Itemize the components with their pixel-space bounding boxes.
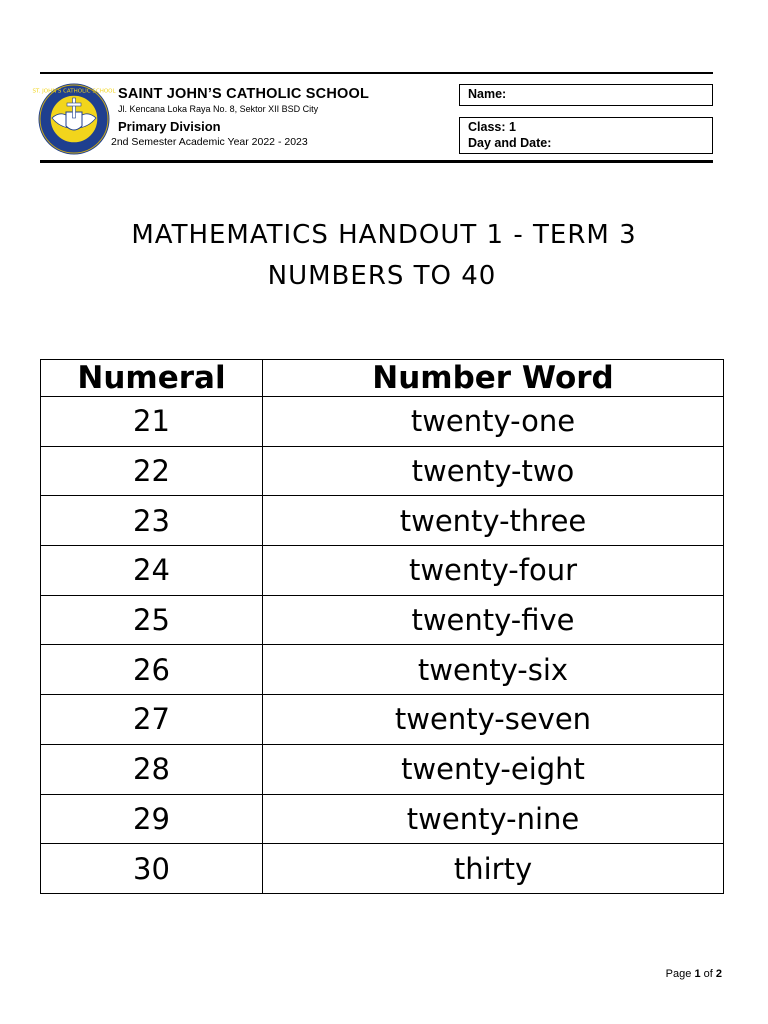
header-bottom-rule [40, 160, 713, 163]
table-header-row [41, 360, 724, 397]
logo-cross-vertical [73, 98, 76, 118]
number-word-cell: twenty-six [263, 645, 724, 695]
school-division: Primary Division [118, 119, 221, 134]
page-of: of [703, 968, 713, 980]
numeral-cell: 27 [41, 695, 263, 745]
number-word-cell: twenty-five [263, 595, 724, 645]
handout-title: MATHEMATICS HANDOUT 1 - TERM 3 [131, 220, 637, 250]
school-name: SAINT JOHN’S CATHOLIC SCHOOL [118, 86, 370, 102]
numeral-cell: 21 [41, 397, 263, 447]
numeral-cell: 24 [41, 546, 263, 596]
numeral-cell: 22 [41, 446, 263, 496]
date-label: Day and Date: [468, 136, 552, 150]
name-label: Name: [468, 87, 507, 101]
numeral-cell: 23 [41, 496, 263, 546]
numeral-cell: 28 [41, 744, 263, 794]
number-word-cell: twenty-nine [263, 794, 724, 844]
numeral-column-header: Numeral [41, 360, 263, 397]
number-word-cell: twenty-four [263, 546, 724, 596]
number-word-cell: thirty [263, 844, 724, 894]
table-row [41, 446, 724, 496]
page-number [666, 968, 722, 980]
numeral-cell: 25 [41, 595, 263, 645]
table-row [41, 595, 724, 645]
number-word-cell: twenty-eight [263, 744, 724, 794]
page-current: 1 [694, 968, 701, 980]
numeral-cell: 26 [41, 645, 263, 695]
handout-subtitle: NUMBERS TO 40 [267, 261, 497, 291]
table-row [41, 546, 724, 596]
table-row [41, 695, 724, 745]
table-row [41, 744, 724, 794]
school-logo [32, 82, 116, 156]
number-word-cell: twenty-two [263, 446, 724, 496]
header-top-rule [40, 72, 713, 74]
logo-lettering: ST. JOHN'S CATHOLIC SCHOOL [32, 88, 116, 95]
logo-cross-horizontal [67, 103, 81, 106]
school-address: Jl. Kencana Loka Raya No. 8, Sektor XII BSD City [118, 104, 319, 114]
table-row [41, 645, 724, 695]
table-row [41, 844, 724, 894]
numeral-cell: 29 [41, 794, 263, 844]
page-total: 2 [715, 968, 722, 980]
table-row [41, 496, 724, 546]
table-row [41, 397, 724, 447]
academic-semester: 2nd Semester Academic Year 2022 - 2023 [111, 136, 308, 148]
name-field[interactable] [459, 84, 713, 106]
class-date-field[interactable] [459, 117, 713, 154]
number-word-cell: twenty-three [263, 496, 724, 546]
numeral-cell: 30 [41, 844, 263, 894]
number-word-column-header: Number Word [263, 360, 724, 397]
numbers-table [40, 359, 724, 894]
number-word-cell: twenty-one [263, 397, 724, 447]
table-row [41, 794, 724, 844]
number-word-cell: twenty-seven [263, 695, 724, 745]
page-prefix: Page [665, 968, 692, 980]
class-label: Class: 1 [468, 120, 516, 134]
